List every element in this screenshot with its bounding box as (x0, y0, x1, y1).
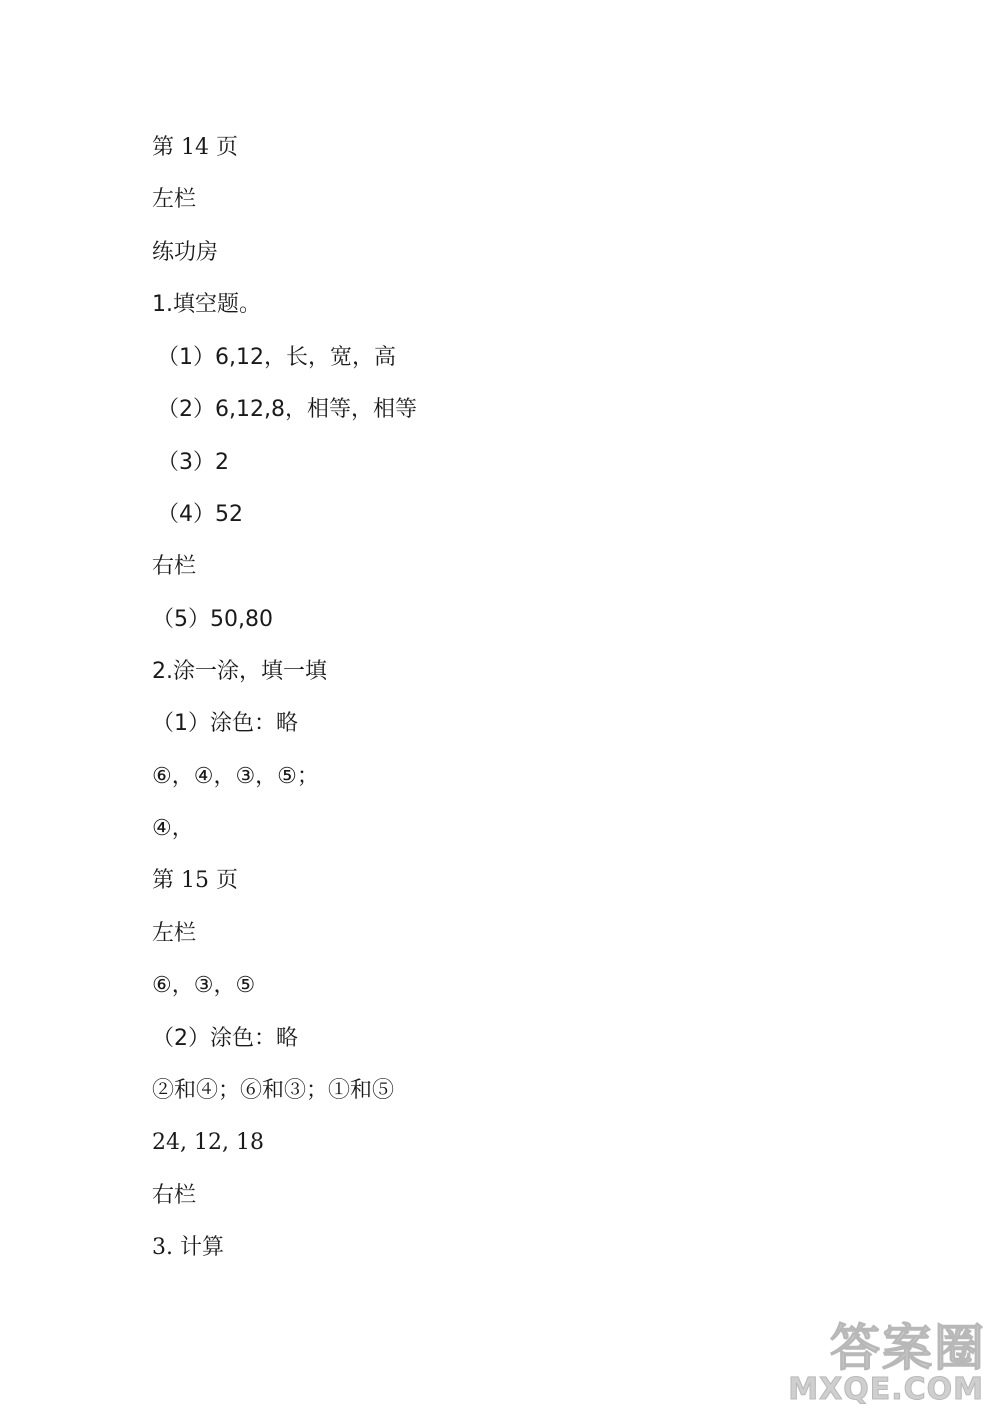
section-title-practice: 练功房 (152, 240, 219, 265)
answer-2-2-pairs: ②和④；⑥和③；①和⑤ (152, 1078, 395, 1103)
question-2-title: 2.涂一涂，填一填 (152, 659, 327, 684)
answer-continued-sequence: ⑥，③，⑤ (152, 973, 256, 998)
answer-2-2: （2）涂色：略 (152, 1026, 298, 1051)
page-heading-15: 第 15 页 (152, 868, 238, 893)
page-heading-14: 第 14 页 (152, 135, 238, 160)
section-left-column: 左栏 (152, 187, 197, 212)
answer-2-1: （1）涂色：略 (152, 711, 298, 736)
section-right-column: 右栏 (152, 554, 197, 579)
answer-1-4: （4）52 (157, 502, 243, 527)
section-left-column-2: 左栏 (152, 921, 197, 946)
watermark-top-text: 答案圈 (830, 1319, 986, 1377)
question-1-title: 1.填空题。 (152, 292, 261, 317)
question-3-title: 3. 计算 (152, 1235, 224, 1260)
watermark-site-text: MXQE.COM (788, 1372, 984, 1407)
answer-1-3: （3）2 (157, 450, 229, 475)
watermark-logo (756, 1320, 986, 1406)
answer-1-5: （5）50,80 (152, 607, 273, 632)
answer-1-2: （2）6,12,8，相等，相等 (157, 397, 417, 422)
answer-2-1-sequence: ⑥，④，③，⑤； (152, 764, 319, 789)
answer-2-2-numbers: 24, 12, 18 (152, 1130, 264, 1155)
answer-1-1: （1）6,12，长，宽，高 (157, 345, 396, 370)
answer-2-1-extra: ④， (152, 816, 194, 841)
section-right-column-2: 右栏 (152, 1183, 197, 1208)
